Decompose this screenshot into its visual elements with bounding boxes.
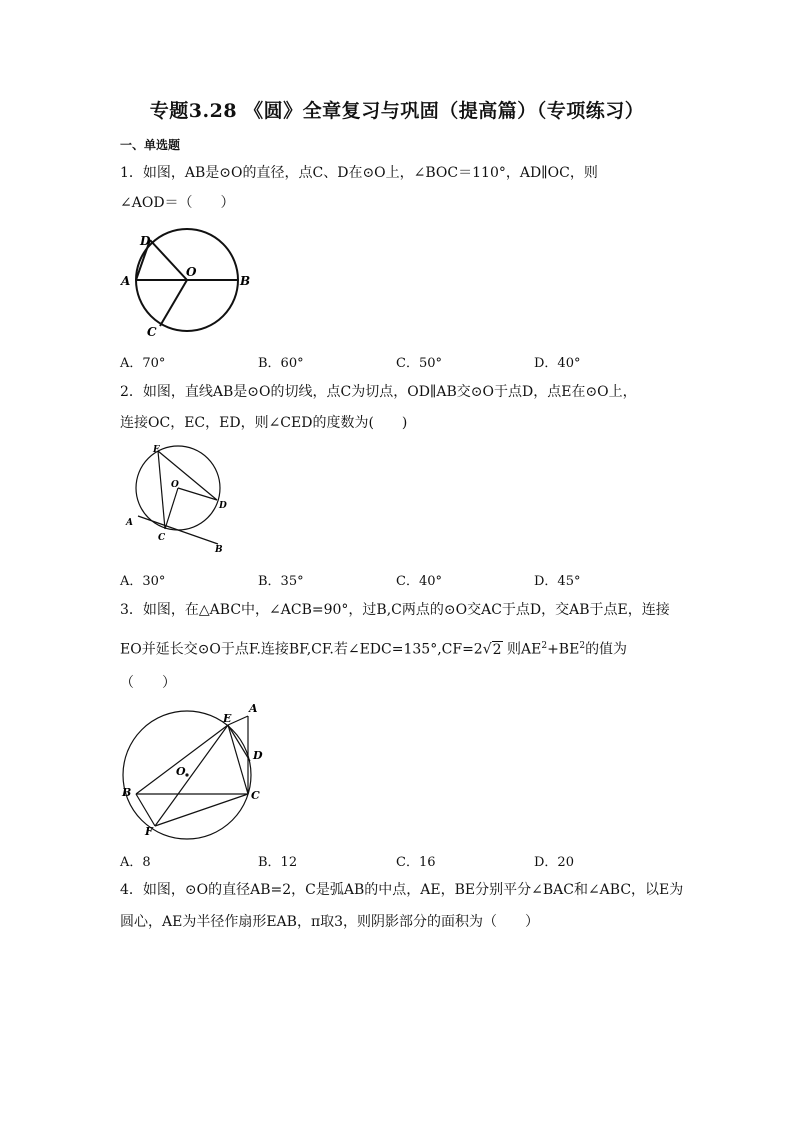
q2-option-d[interactable]: D．45° [534, 574, 581, 589]
q2-label-b: B [215, 545, 223, 555]
q1-stem-line2: ∠AOD＝（ ） [120, 195, 235, 211]
q3-figure [118, 698, 268, 840]
q1-stem-line1: 1．如图，AB是⊙O的直径，点C、D在⊙O上，∠BOC＝110°，AD∥OC，则 [120, 165, 598, 181]
sqrt-sign: √ [482, 641, 492, 658]
q1-option-d[interactable]: D．40° [534, 356, 581, 371]
q3-option-a[interactable]: A．8 [120, 855, 151, 870]
q3-exponent-1: 2 [541, 641, 548, 651]
section-heading: 一、单选题 [120, 138, 181, 152]
q1-option-a[interactable]: A．70° [120, 356, 166, 371]
q2-figure [118, 440, 238, 558]
q4-stem-line1: 4．如图，⊙O的直径AB=2，C是弧AB的中点，AE，BE分别平分∠BAC和∠ABC，以E为 [120, 882, 684, 898]
q2-label-d: D [219, 501, 227, 511]
q3-exponent-2: 2 [579, 641, 586, 651]
q2-label-c: C [158, 533, 166, 543]
q3-stem-line2 [120, 637, 627, 659]
q3-option-c[interactable]: C．16 [396, 855, 436, 870]
q3-label-e: E [223, 712, 232, 725]
q2-stem-line2: 连接OC，EC，ED，则∠CED的度数为( ) [120, 415, 408, 431]
q3-option-d[interactable]: D．20 [534, 855, 574, 870]
q2-label-o: O [171, 480, 179, 490]
q1-option-c[interactable]: C．50° [396, 356, 442, 371]
q1-label-a: A [121, 274, 131, 288]
q1-label-d: D [140, 234, 151, 248]
q1-label-c: C [147, 325, 157, 339]
q3-label-b: B [122, 786, 132, 799]
q3-label-c: C [251, 789, 260, 802]
q3-label-o: O [176, 765, 186, 778]
q2-label-a: A [126, 518, 133, 528]
q3-stem-text-c: +BE [547, 641, 580, 658]
q1-figure [112, 226, 262, 342]
q1-label-o: O [186, 265, 197, 279]
q3-label-d: D [253, 749, 263, 762]
q3-sqrt-value: 2 [492, 641, 502, 658]
q4-stem-line2: 圆心，AE为半径作扇形EAB，π取3，则阴影部分的面积为（ ） [120, 914, 540, 930]
q2-option-a[interactable]: A．30° [120, 574, 166, 589]
q3-stem-line3: （ ） [120, 675, 176, 691]
q3-stem-line1: 3．如图，在△ABC中，∠ACB=90°，过B,C两点的⊙O交AC于点D，交AB于点E，连接 [120, 602, 670, 618]
page-title: 专题3.28 《圆》全章复习与巩固（提高篇）（专项练习） [149, 100, 645, 122]
q1-label-b: B [240, 274, 251, 288]
q3-label-a: A [249, 702, 258, 715]
q3-stem-text-a: EO并延长交⊙O于点F.连接BF,CF.若∠EDC=135°,CF=2 [120, 641, 483, 658]
q3-stem-text-d: 的值为 [585, 641, 628, 658]
q2-label-e: E [153, 445, 160, 455]
q2-stem-line1: 2．如图，直线AB是⊙O的切线，点C为切点，OD∥AB交⊙O于点D，点E在⊙O上， [120, 384, 637, 400]
q3-label-f: F [145, 825, 153, 838]
q2-option-c[interactable]: C．40° [396, 574, 442, 589]
q2-option-b[interactable]: B．35° [258, 574, 304, 589]
q3-stem-text-b: 则AE [502, 641, 542, 658]
q3-option-b[interactable]: B．12 [258, 855, 298, 870]
q1-option-b[interactable]: B．60° [258, 356, 304, 371]
